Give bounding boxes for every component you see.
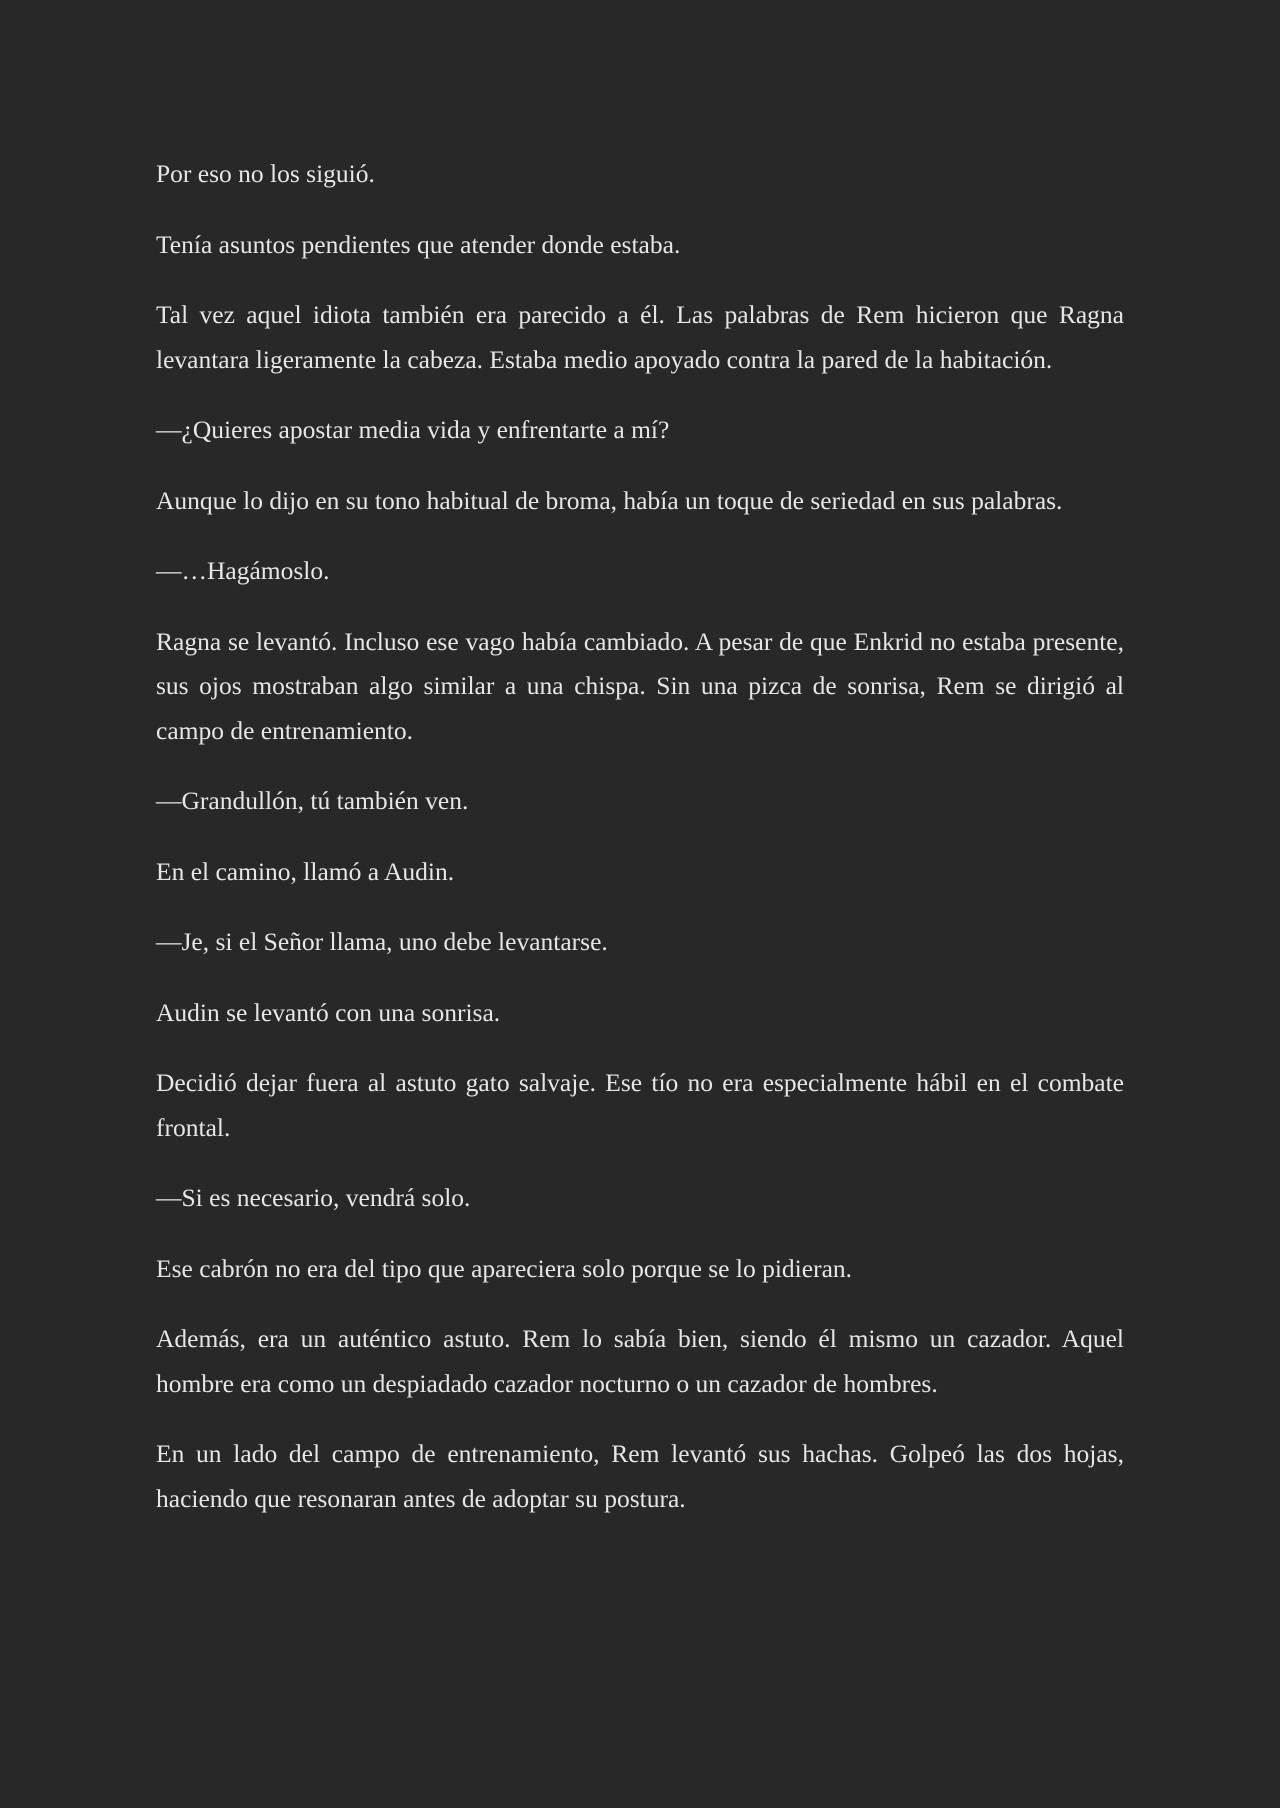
paragraph: Por eso no los siguió. — [156, 159, 375, 188]
paragraph: Audin se levantó con una sonrisa. — [156, 997, 501, 1027]
paragraph: Decidió dejar fuera al astuto gato salvaje. Ese tío no era especialmente hábil en el combate frontal. — [156, 1068, 1124, 1142]
paragraph: En el camino, llamó a Audin. — [156, 856, 455, 886]
paragraph: Tenía asuntos pendientes que atender donde estaba. — [156, 229, 681, 259]
paragraph: —…Hagámoslo. — [156, 556, 330, 585]
paragraph: En un lado del campo de entrenamiento, Rem levantó sus hachas. Golpeó las dos hojas, haciendo que resonaran antes de adoptar su postura. — [156, 1439, 1124, 1513]
paragraph: Aunque lo dijo en su tono habitual de broma, había un toque de seriedad en sus palabras. — [156, 485, 1063, 515]
paragraph: Ragna se levantó. Incluso ese vago había cambiado. A pesar de que Enkrid no estaba presente, sus ojos mostraban algo similar a una chispa. Sin una pizca de sonrisa, Rem se dirigió al campo de entrenamiento. — [156, 626, 1124, 745]
paragraph: Ese cabrón no era del tipo que apareciera solo porque se lo pidieran. — [156, 1253, 853, 1283]
chapter-text — [156, 152, 1124, 1521]
paragraph: Además, era un auténtico astuto. Rem lo sabía bien, siendo él mismo un cazador. Aquel hombre era como un despiadado cazador nocturno o un cazador de hombres. — [156, 1324, 1124, 1398]
paragraph: —¿Quieres apostar media vida y enfrentarte a mí? — [156, 415, 670, 444]
paragraph: —Je, si el Señor llama, uno debe levantarse. — [156, 927, 608, 956]
paragraph: Tal vez aquel idiota también era parecido a él. Las palabras de Rem hicieron que Ragna levantara ligeramente la cabeza. Estaba medio apoyado contra la pared de la habitación. — [156, 300, 1124, 374]
paragraph: —Si es necesario, vendrá solo. — [156, 1183, 471, 1212]
paragraph: —Grandullón, tú también ven. — [156, 786, 469, 815]
